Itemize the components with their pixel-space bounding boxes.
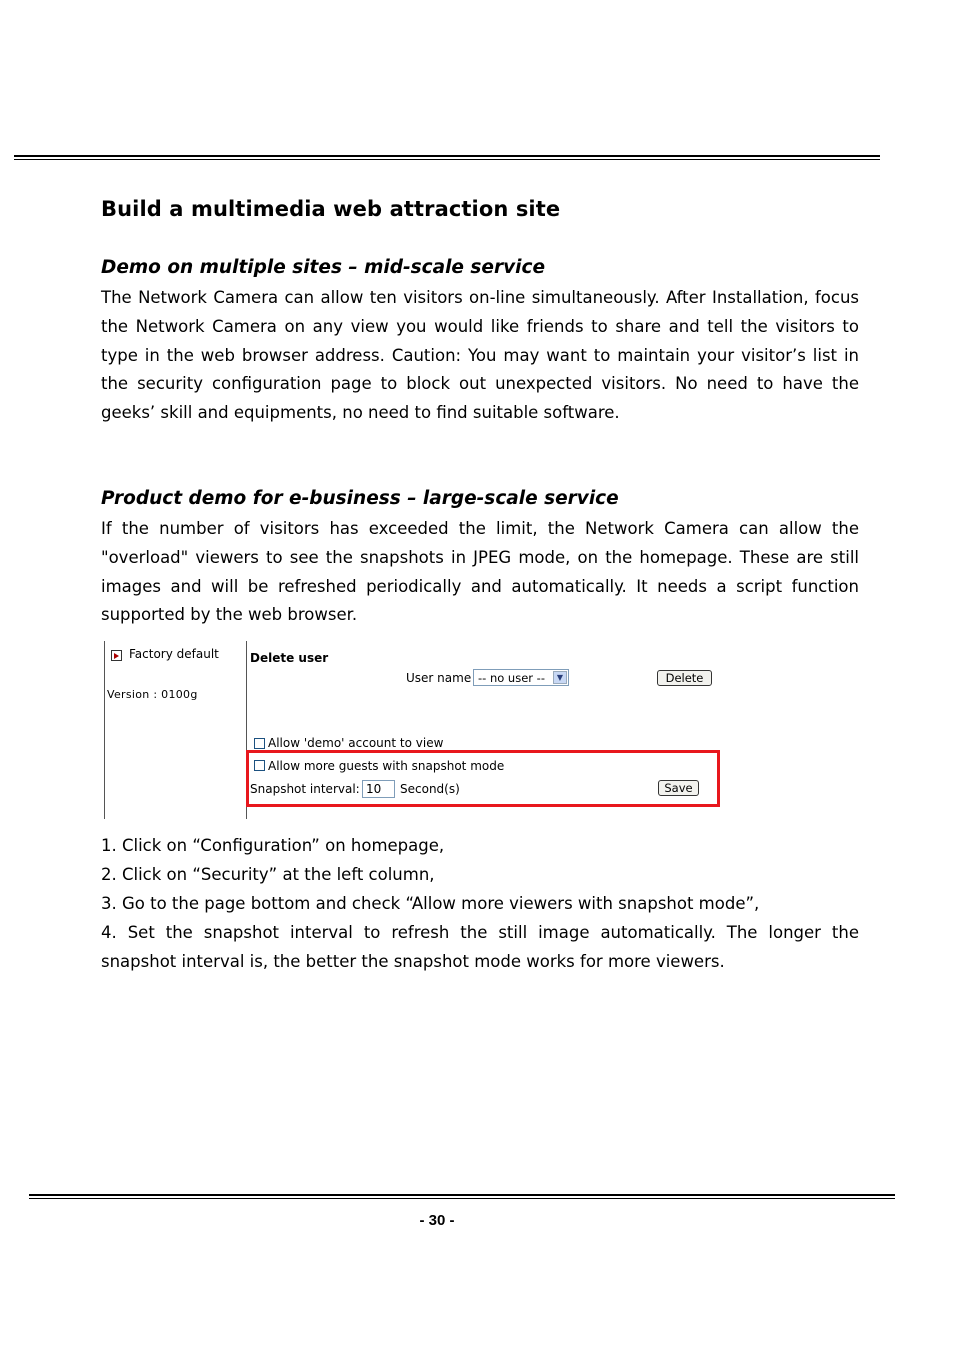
allow-demo-label: Allow 'demo' account to view bbox=[268, 736, 444, 750]
version-label: Version : 0100g bbox=[107, 688, 198, 701]
seconds-label: Second(s) bbox=[400, 782, 460, 796]
factory-default-link[interactable]: Factory default bbox=[129, 647, 219, 661]
delete-user-title: Delete user bbox=[250, 651, 329, 665]
allow-guests-label: Allow more guests with snapshot mode bbox=[268, 759, 505, 773]
chevron-down-icon[interactable]: ▼ bbox=[553, 671, 567, 684]
allow-demo-checkbox[interactable] bbox=[254, 738, 265, 749]
page-number: - 30 - bbox=[419, 1212, 455, 1229]
security-settings-screenshot bbox=[104, 641, 726, 821]
user-select[interactable] bbox=[473, 669, 569, 686]
snapshot-interval-value: 10 bbox=[366, 782, 382, 796]
section-heading-demo: Demo on multiple sites – mid-scale service bbox=[101, 257, 546, 278]
delete-button[interactable]: Delete bbox=[657, 670, 712, 686]
step-item: 3. Go to the page bottom and check “Allow more viewers with snapshot mode”, bbox=[101, 894, 760, 913]
section-heading-product: Product demo for e-business – large-scale service bbox=[101, 488, 619, 509]
page-title: Build a multimedia web attraction site bbox=[101, 197, 561, 221]
user-select-value: -- no user -- bbox=[478, 671, 545, 685]
user-name-label: User name bbox=[406, 671, 472, 685]
screenshot-left-border bbox=[104, 641, 105, 819]
footer-rule bbox=[29, 1194, 895, 1199]
section-body-product: If the number of visitors has exceeded the limit, the Network Camera can allow the "overload" viewers to see the snapshots in JPEG mode, on the homepage. These are still images and will be refreshed periodically and automatically. It needs a script function supported by the web browser. bbox=[101, 519, 859, 625]
snapshot-interval-label: Snapshot interval: bbox=[250, 782, 360, 796]
step-item: 4. Set the snapshot interval to refresh the still image automatically. The longer the snapshot interval is, the better the snapshot mode works for more viewers. bbox=[101, 923, 859, 971]
step-item: 2. Click on “Security” at the left column, bbox=[101, 865, 435, 884]
section-body-demo: The Network Camera can allow ten visitors on-line simultaneously. After Installation, focus the Network Camera on any view you would like friends to share and tell the visitors to type in the web browser address. Caution: You may want to maintain your visitor’s list in the security configuration page to block out unexpected visitors. No need to have the geeks’ skill and equipments, no need to find suitable software. bbox=[101, 288, 859, 423]
step-item: 1. Click on “Configuration” on homepage, bbox=[101, 836, 445, 855]
arrow-bullet-icon bbox=[111, 650, 122, 661]
header-rule bbox=[14, 155, 880, 160]
save-button[interactable]: Save bbox=[658, 780, 699, 796]
highlight-box bbox=[246, 750, 720, 807]
